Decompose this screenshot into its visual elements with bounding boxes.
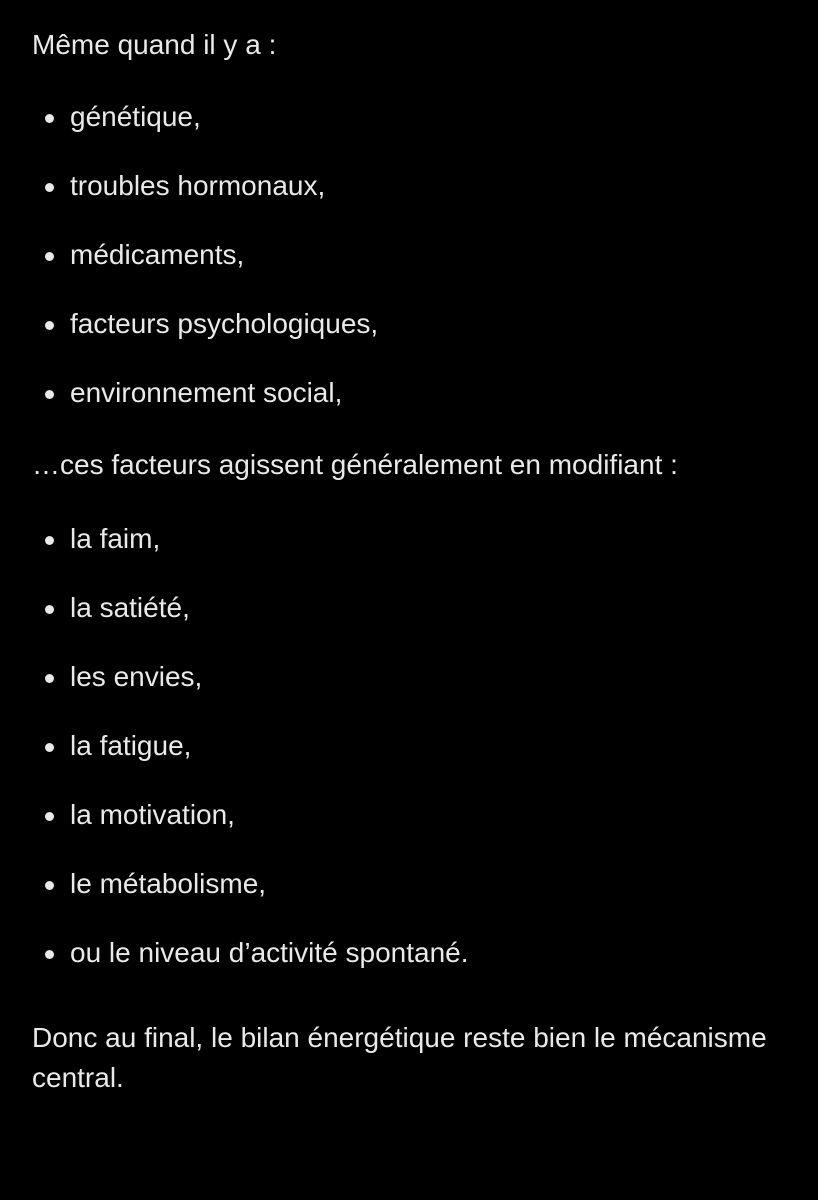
list-item [32, 522, 792, 556]
bullet-icon [45, 390, 54, 399]
list-item [32, 867, 792, 901]
bullet-icon [45, 605, 54, 614]
list-item-text: les envies, [70, 661, 203, 692]
list-item [32, 307, 792, 341]
conclusion-text: Donc au final, le bilan énergétique reste bien le mécanisme central. [32, 1022, 767, 1093]
list-item [32, 798, 792, 832]
bullet-icon [45, 183, 54, 192]
bullet-icon [45, 881, 54, 890]
list-item [32, 729, 792, 763]
list-item-text: troubles hormonaux, [70, 170, 326, 201]
intro-text: Même quand il y a : [32, 29, 277, 60]
bullet-icon [45, 321, 54, 330]
bullet-icon [45, 674, 54, 683]
bullet-icon [45, 743, 54, 752]
factors-list [32, 100, 792, 410]
list-item [32, 169, 792, 203]
list-item-text: le métabolisme, [70, 868, 267, 899]
bullet-icon [45, 114, 54, 123]
middle-text: …ces facteurs agissent généralement en modifiant : [32, 449, 678, 480]
list-item-text: médicaments, [70, 239, 245, 270]
list-item-text: ou le niveau d’activité spontané. [70, 937, 469, 968]
list-item [32, 591, 792, 625]
list-item-text: la faim, [70, 523, 161, 554]
bullet-icon [45, 812, 54, 821]
list-item-text: génétique, [70, 101, 201, 132]
list-item [32, 100, 792, 134]
effects-list [32, 522, 792, 970]
list-item [32, 660, 792, 694]
list-item [32, 238, 792, 272]
list-item-text: la motivation, [70, 799, 235, 830]
message-body [32, 28, 792, 1098]
list-item-text: la fatigue, [70, 730, 192, 761]
list-item-text: environnement social, [70, 377, 343, 408]
bullet-icon [45, 536, 54, 545]
list-item-text: facteurs psychologiques, [70, 308, 379, 339]
list-item [32, 376, 792, 410]
list-item-text: la satiété, [70, 592, 190, 623]
list-item [32, 936, 792, 970]
bullet-icon [45, 252, 54, 261]
bullet-icon [45, 950, 54, 959]
